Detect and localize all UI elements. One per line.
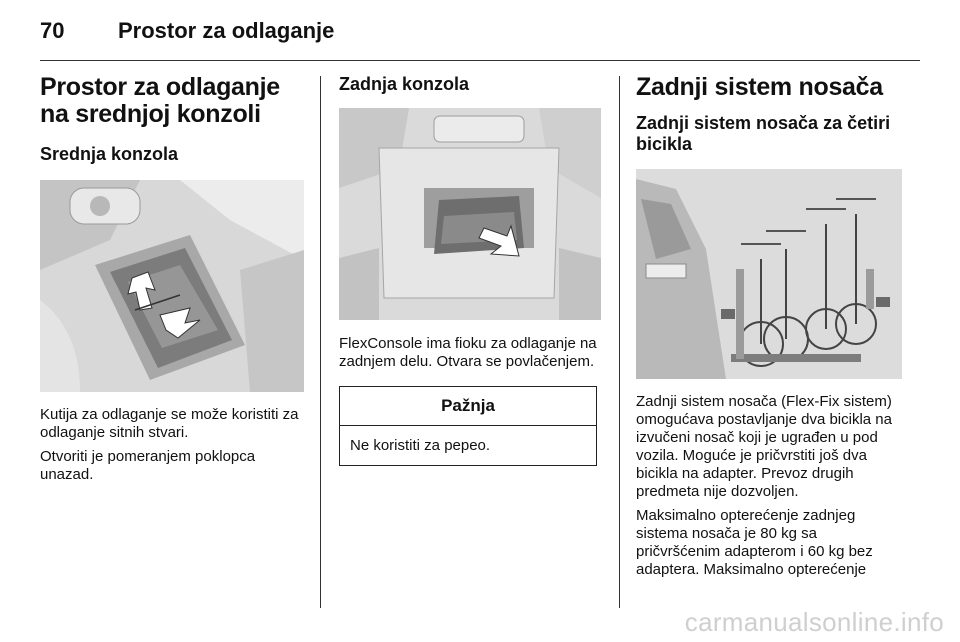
paragraph-center-console-1: Kutija za odlaganje se može koristiti za odlaganje sitnih stvari. <box>40 406 299 441</box>
watermark: carmanualsonline.info <box>684 607 944 637</box>
subheading-rear-carrier: Zadnji sistem nosača za četiri bicikla <box>636 113 891 154</box>
rear-console-illustration <box>339 108 601 320</box>
column-divider-1 <box>320 76 321 608</box>
page-header <box>40 18 920 48</box>
header-rule <box>40 60 920 61</box>
column-rear-console <box>339 74 601 466</box>
subheading-rear-console: Zadnja konzola <box>339 74 470 94</box>
column-rear-carrier <box>636 74 902 579</box>
paragraph-rear-carrier-1: Zadnji sistem nosača (Flex-Fix sistem) omogućava postavljanje dva bicikla na izvučeni nosač koji je ugrađen u pod vozila. Moguće je pričvrstiti još dva bicikla na adapter. Prevoz drugih predmeta nije dozvoljen. <box>636 393 892 500</box>
notice-text: Ne koristiti za pepeo. <box>350 437 491 454</box>
section-heading-center-console: Prostor za odlaganje na srednjoj konzoli <box>40 73 280 128</box>
section-heading-rear-carrier: Zadnji sistem nosača <box>636 73 883 101</box>
subheading-center-console: Srednja konzola <box>40 144 179 164</box>
column-center-console <box>40 74 304 484</box>
bicycle-carrier-illustration <box>636 169 902 379</box>
notice-title: Pažnja <box>340 387 596 426</box>
paragraph-center-console-2: Otvoriti je pomeranjem poklopca unazad. <box>40 448 256 483</box>
notice-box <box>339 386 597 466</box>
column-divider-2 <box>619 76 620 608</box>
page-header-title: Prostor za odlaganje <box>118 18 335 43</box>
center-console-illustration <box>40 180 304 392</box>
page-number: 70 <box>40 18 65 43</box>
paragraph-rear-carrier-2: Maksimalno opterećenje zadnjeg sistema nosača je 80 kg sa pričvršćenim adapterom i 60 kg bez adaptera. Maksimalno opterećenje <box>636 507 873 578</box>
paragraph-rear-console: FlexConsole ima fioku za odlaganje na zadnjem delu. Otvara se povlačenjem. <box>339 335 597 370</box>
